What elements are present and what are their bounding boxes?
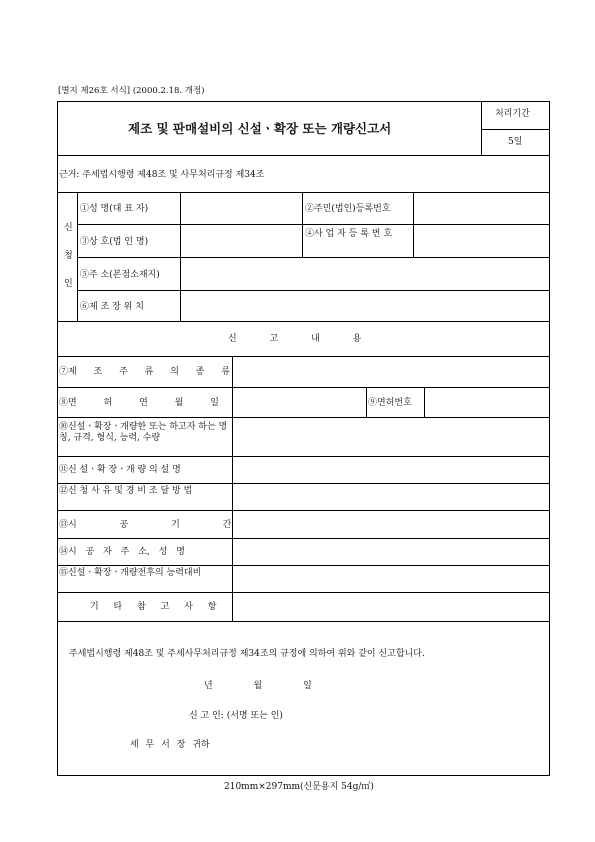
field-resident-number-label: ②주민(법인)등록번호 [305, 204, 391, 214]
change-description-label: ⑪신 설ㆍ확 장ㆍ개 량 의 설 명 [59, 465, 181, 475]
field-factory-location-label: ⑥제 조 장 위 치 [80, 302, 144, 312]
field-name-input[interactable] [182, 194, 300, 223]
field-business-number-input[interactable] [415, 226, 547, 256]
applicant-label-char-1: 신 [64, 223, 73, 233]
addressee: 세 무 서 장 귀하 [130, 740, 210, 750]
signer-line: 신 고 인: (서명 또는 인) [189, 711, 283, 721]
declaration-text: 주세법시행령 제48조 및 주세사무처리규정 제34조의 규정에 의하여 위와 같이 신고합니다. [69, 649, 425, 659]
processing-period-value: 5일 [508, 137, 523, 147]
field-trade-name-input[interactable] [182, 226, 300, 256]
form-title: 제조 및 판매설비의 신설ㆍ확장 또는 개량신고서 [128, 121, 392, 136]
processing-period-label: 처리기간 [495, 109, 530, 119]
change-description-input[interactable] [234, 458, 547, 482]
legal-basis: 근거: 주세법시행령 제48조 및 사무처리규정 제34조 [59, 170, 265, 180]
capacity-comparison-input[interactable] [234, 567, 547, 591]
field-factory-location-input[interactable] [182, 292, 547, 320]
field-trade-name-label: ③상 호(법 인 명) [80, 237, 149, 247]
license-number-label: ⑨면허번호 [368, 398, 412, 408]
license-date-label: ⑧면 허 연 월 일 [59, 398, 219, 408]
reason-funding-label: ⑫신 청 사 유 및 경 비 조 달 방 법 [59, 486, 193, 496]
contractor-label: ⑭시 공 자 주 소, 성 명 [59, 547, 185, 557]
reason-funding-input[interactable] [234, 485, 547, 509]
license-date-input[interactable] [234, 389, 365, 416]
license-number-input[interactable] [426, 389, 547, 416]
liquor-type-label: ⑦제 조 주 류 의 종 류 [59, 367, 231, 377]
field-name-label: ①성 명(대 표 자) [80, 204, 149, 214]
field-address-label: ⑤주 소(본점소재지) [80, 270, 160, 280]
applicant-label-char-2: 청 [64, 251, 73, 261]
construction-period-label: ⑬시 공 기 간 [59, 520, 232, 530]
applicant-label-char-3: 인 [64, 279, 73, 289]
contractor-input[interactable] [234, 540, 547, 564]
date-line: 년 월 일 [204, 681, 312, 691]
report-content-header: 신 고 내 용 [228, 334, 362, 344]
signature-field[interactable] [260, 708, 340, 724]
facility-spec-label: ⑩신설ㆍ확장ㆍ개량한 또는 하고자 하는 명칭, 규격, 형식, 능력, 수량 [59, 422, 228, 444]
construction-period-input[interactable] [234, 512, 547, 537]
other-notes-label: 기 타 참 고 사 항 [90, 602, 217, 612]
field-resident-number-input[interactable] [415, 194, 547, 223]
capacity-comparison-label: ⑮신설ㆍ확장ㆍ개량전후의 능력대비 [59, 568, 202, 578]
paper-spec: 210mm×297mm(신문용지 54g/㎡) [224, 782, 374, 792]
liquor-type-input[interactable] [234, 358, 547, 386]
facility-spec-input[interactable] [234, 419, 547, 455]
field-business-number-label: ④사 업 자 등 록 번 호 [305, 229, 393, 239]
other-notes-input[interactable] [234, 594, 547, 620]
form-code: [별지 제26호 서식] (2000.2.18. 개정) [58, 86, 205, 96]
field-address-input[interactable] [182, 259, 547, 289]
